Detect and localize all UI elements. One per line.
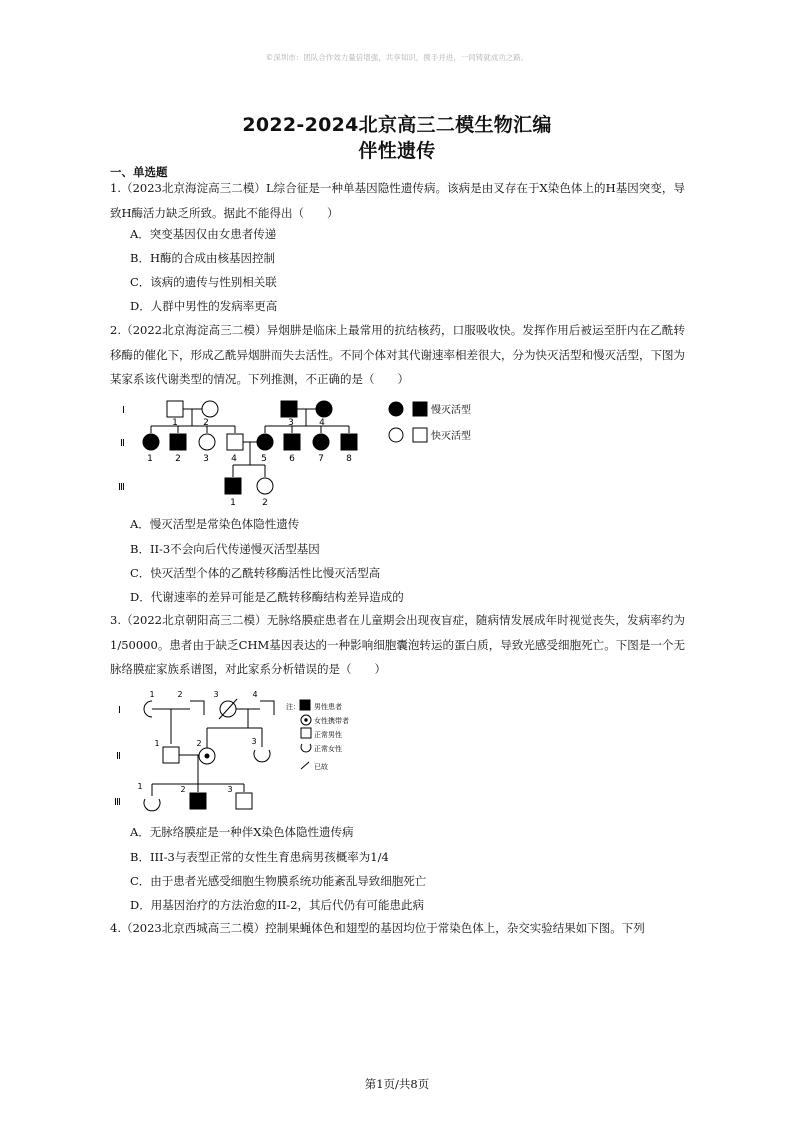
- question-3-option-b: B．III-3与表型正常的女性生育患病男孩概率为1/4: [130, 850, 389, 864]
- id-I3: 3: [288, 418, 294, 428]
- id-II2: 2: [175, 454, 181, 464]
- legend-deceased-label: 已故: [314, 763, 328, 771]
- legend-slow-label: 慢灭活型: [431, 405, 471, 416]
- question-2-option-c: C．快灭活型个体的乙酰转移酶活性比慢灭活型高: [130, 566, 381, 580]
- watermark: ©深圳市：团队合作效力量倍增强，共享知识，携手并进，一同铸就成功之路。: [265, 53, 529, 62]
- gen-label-q3-III: Ⅲ: [114, 797, 121, 808]
- id-q3-III3: 3: [227, 785, 233, 794]
- pedigree-q3-III3-normal-male: [236, 793, 252, 809]
- pedigree-q2-II4-male-fast: [227, 434, 243, 450]
- legend-fast-male-icon: [413, 428, 427, 442]
- id-q3-I3: 3: [213, 690, 219, 699]
- id-III1: 1: [230, 498, 236, 508]
- id-q3-II3: 3: [251, 737, 257, 746]
- legend-carrier-female-label: 女性携带者: [314, 717, 349, 725]
- pedigree-chart-q2: [110, 395, 490, 510]
- pedigree-q2-II5-female-slow: [257, 434, 273, 450]
- pedigree-q3-III2-affected-male: [190, 793, 206, 809]
- gen-label-I: Ⅰ: [122, 405, 125, 416]
- pedigree-q2-III1-male-slow: [225, 478, 241, 494]
- question-1-option-d: D．人群中男性的发病率更高: [130, 299, 278, 313]
- question-4-stem: 4.（2023北京西城高三二模）控制果蝇体色和翅型的基因均位于常染色体上，杂交实验结果如下图。下列: [110, 921, 645, 935]
- id-q3-II1: 1: [154, 739, 160, 748]
- pedigree-q2-I1-male-fast: [167, 401, 183, 417]
- pedigree-q3-III1-normal-female: [144, 799, 160, 811]
- page-number-footer: 第1页/共8页: [364, 1077, 430, 1091]
- id-II5: 5: [261, 454, 267, 464]
- question-2-option-d: D．代谢速率的差异可能是乙酰转移酶结构差异造成的: [130, 590, 404, 604]
- question-1-stem: 1.（2023北京海淀高三二模）L综合征是一种单基因隐性遗传病。该病是由叉存在于X染色体上的H基因突变，导致H酶活力缺乏所致。据此不能得出（ ）: [110, 181, 685, 220]
- question-1-option-b: B．H酶的合成由核基因控制: [130, 251, 275, 265]
- page-subtitle: 伴性遗传: [358, 140, 436, 162]
- legend-normal-male-label: 正常男性: [314, 731, 342, 739]
- id-I1: 1: [172, 418, 178, 428]
- legend-fast-label: 快灭活型: [431, 431, 471, 442]
- legend-normal-male-icon: [301, 728, 311, 738]
- gen-label-III: Ⅲ: [118, 482, 125, 493]
- pedigree-q2-I4-female-slow: [316, 401, 332, 417]
- id-q3-I4: 4: [252, 690, 258, 699]
- pedigree-q3-I4-male-deceased: [260, 701, 274, 715]
- pedigree-q2-II8-male-slow: [341, 434, 357, 450]
- legend-slow-female-icon: [389, 402, 403, 416]
- legend-normal-female-label: 正常女性: [314, 745, 342, 753]
- id-q3-I2: 2: [177, 690, 183, 699]
- id-I4: 4: [319, 418, 325, 428]
- question-2-option-a: A．慢灭活型是常染色体隐性遗传: [130, 517, 300, 531]
- pedigree-q3-I2-male-deceased: [190, 701, 204, 715]
- question-3-option-a: A．无脉络膜症是一种伴X染色体隐性遗传病: [130, 825, 354, 839]
- question-2-stem: 2.（2022北京海淀高三二模）异烟肼是临床上最常用的抗结核药，口服吸收快。发挥作用后被运至肝内在乙酰转移酶的催化下，形成乙酰异烟肼而失去活性。不同个体对其代谢速率相差很大，分为快灭活型和慢灭活型，下图为某家系该代谢类型的情况。下列推测，不正确的是（ ）: [110, 323, 685, 386]
- legend-deceased-icon: [301, 762, 309, 769]
- question-1-option-a: A．突变基因仅由女患者传递: [130, 227, 277, 241]
- page-title: 2022-2024北京高三二模生物汇编: [242, 114, 552, 136]
- legend-affected-male-icon: [300, 700, 310, 710]
- legend-affected-male-label: 男性患者: [314, 703, 342, 711]
- legend-fast-female-icon: [389, 428, 403, 442]
- pedigree-q3-II3-normal-female: [254, 750, 270, 762]
- gen-label-q3-II: Ⅱ: [116, 751, 121, 762]
- legend-title: 注：: [286, 703, 300, 711]
- pedigree-q2-II3-female-fast: [199, 434, 215, 450]
- id-q3-I1: 1: [149, 690, 155, 699]
- id-III2: 2: [262, 498, 268, 508]
- pedigree-chart-q3: [110, 688, 380, 814]
- section-heading: 一、单选题: [110, 165, 168, 179]
- pedigree-q2-I3-male-slow: [281, 401, 297, 417]
- question-1-option-c: C．该病的遗传与性别相关联: [130, 275, 277, 289]
- pedigree-q2-II1-female-slow: [143, 434, 159, 450]
- legend-slow-male-icon: [413, 402, 427, 416]
- gen-label-q3-I: Ⅰ: [118, 705, 121, 716]
- id-q3-III1: 1: [137, 782, 143, 791]
- pedigree-q2-I2-female-fast: [202, 401, 218, 417]
- id-I2: 2: [203, 418, 209, 428]
- question-3-stem: 3.（2022北京朝阳高三二模）无脉络膜症患者在儿童期会出现夜盲症，随病情发展成年时视觉丧失，发病率约为1/50000。患者由于缺乏CHM基因表达的一种影响细胞囊泡转运的蛋白质，导致光感受细胞死亡。下图是一个无脉络膜症家族系谱图，对此家系分析错误的是（ ）: [110, 613, 685, 676]
- question-2-option-b: B．II-3不会向后代传递慢灭活型基因: [130, 542, 320, 556]
- id-II7: 7: [318, 454, 324, 464]
- legend-normal-female-icon: [301, 744, 311, 752]
- id-q3-III2: 2: [180, 785, 186, 794]
- pedigree-q2-II7-female-slow: [313, 434, 329, 450]
- id-q3-II2: 2: [196, 739, 202, 748]
- id-II6: 6: [289, 454, 295, 464]
- question-3-option-d: D．用基因治疗的方法治愈的II-2，其后代仍有可能患此病: [130, 898, 425, 912]
- gen-label-II: Ⅱ: [120, 438, 125, 449]
- pedigree-q3-II2-carrier-dot: [205, 754, 210, 759]
- pedigree-q3-II1-normal-male: [163, 747, 179, 763]
- pedigree-q2-II2-male-slow: [170, 434, 186, 450]
- id-II4: 4: [231, 454, 237, 464]
- id-II1: 1: [147, 454, 153, 464]
- pedigree-q2-III2-female-fast: [257, 478, 273, 494]
- question-3-option-c: C．由于患者光感受细胞生物膜系统功能紊乱导致细胞死亡: [130, 874, 427, 888]
- legend-carrier-dot: [304, 718, 307, 721]
- pedigree-q2-II6-male-slow: [284, 434, 300, 450]
- id-II3: 3: [203, 454, 209, 464]
- pedigree-q3-I1-female-deceased: [144, 701, 152, 717]
- id-II8: 8: [346, 454, 352, 464]
